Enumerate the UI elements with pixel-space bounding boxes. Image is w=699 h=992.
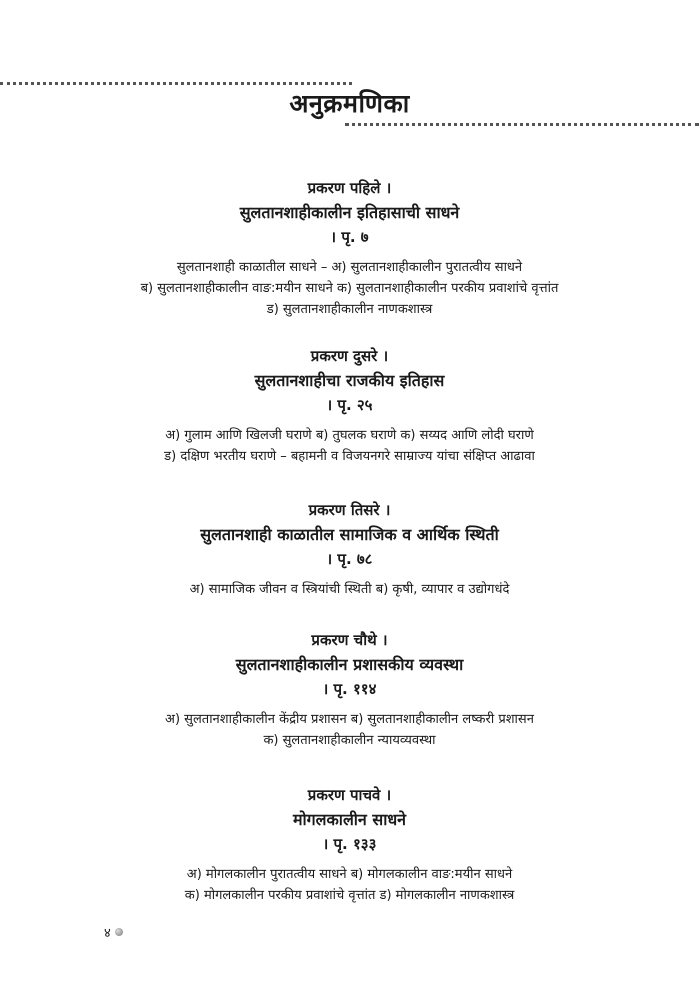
contents-line: अ) गुलाम आणि खिलजी घराणे ब) तुघलक घराणे क) सय्यद आणि लोदी घराणे	[165, 428, 534, 443]
contents-line: ब) सुलतानशाहीकालीन वाङ:मयीन साधने क) सुलतानशाहीकालीन परकीय प्रवाशांचे वृत्तांत	[140, 281, 559, 296]
contents-line: अ) मोगलकालीन पुरातत्वीय साधने ब) मोगलकालीन वाङ:मयीन साधने	[186, 867, 513, 882]
chapter-title: सुलतानशाहीकालीन इतिहासाची साधने	[239, 203, 460, 222]
chapter-number: प्रकरण पहिले ।	[307, 179, 392, 197]
contents-line: क) मोगलकालीन परकीय प्रवाशांचे वृत्तांत ड) मोगलकालीन नाणकशास्त्र	[184, 888, 515, 903]
decorative-rule-top	[0, 82, 352, 85]
chapter-title: सुलतानशाहीकालीन प्रशासकीय व्यवस्था	[235, 655, 464, 674]
chapter-contents	[0, 579, 699, 600]
decorative-rule-bottom	[345, 123, 699, 126]
chapter-page-ref: । पृ. ११४	[322, 680, 377, 698]
chapter-contents	[0, 425, 699, 467]
chapter-3	[0, 498, 699, 600]
chapter-2	[0, 344, 699, 467]
page-footer	[104, 923, 123, 941]
chapter-4	[0, 628, 699, 751]
chapter-contents	[0, 864, 699, 906]
chapter-number: प्रकरण चौथे ।	[311, 631, 388, 649]
chapter-1	[0, 176, 699, 320]
chapter-number: प्रकरण दुसरे ।	[310, 347, 389, 365]
chapter-title: सुलतानशाही काळातील सामाजिक व आर्थिक स्थिती	[200, 525, 499, 544]
page-number: ४	[104, 926, 111, 941]
chapter-title: मोगलकालीन साधने	[292, 810, 407, 829]
chapter-page-ref: । पृ. ७८	[326, 550, 373, 568]
contents-line: ड) सुलतानशाहीकालीन नाणकशास्त्र	[266, 302, 433, 317]
chapter-number: प्रकरण पाचवे ।	[307, 786, 392, 804]
page-title: अनुक्रमणिका	[289, 89, 410, 118]
chapter-contents	[0, 709, 699, 751]
chapter-page-ref: । पृ. १३३	[322, 835, 377, 853]
contents-line: क) सुलतानशाहीकालीन न्यायव्यवस्था	[263, 733, 436, 748]
chapter-5	[0, 783, 699, 906]
chapter-page-ref: । पृ. २५	[326, 396, 373, 414]
chapter-title: सुलतानशाहीचा राजकीय इतिहास	[254, 371, 445, 390]
bullet-dot-icon	[115, 928, 123, 936]
contents-line: अ) सामाजिक जीवन व स्त्रियांची स्थिती ब) कृषी, व्यापार व उद्योगधंदे	[189, 582, 510, 597]
contents-line: अ) सुलतानशाहीकालीन केंद्रीय प्रशासन ब) सुलतानशाहीकालीन लष्करी प्रशासन	[165, 712, 534, 727]
contents-line: ड) दक्षिण भरतीय घराणे – बहामनी व विजयनगरे साम्राज्य यांचा संक्षिप्त आढावा	[164, 449, 535, 464]
chapter-number: प्रकरण तिसरे ।	[308, 501, 391, 519]
chapter-contents	[0, 257, 699, 320]
contents-line: सुलतानशाही काळातील साधने – अ) सुलतानशाहीकालीन पुरातत्वीय साधने	[176, 260, 523, 275]
chapter-page-ref: । पृ. ७	[330, 228, 369, 246]
